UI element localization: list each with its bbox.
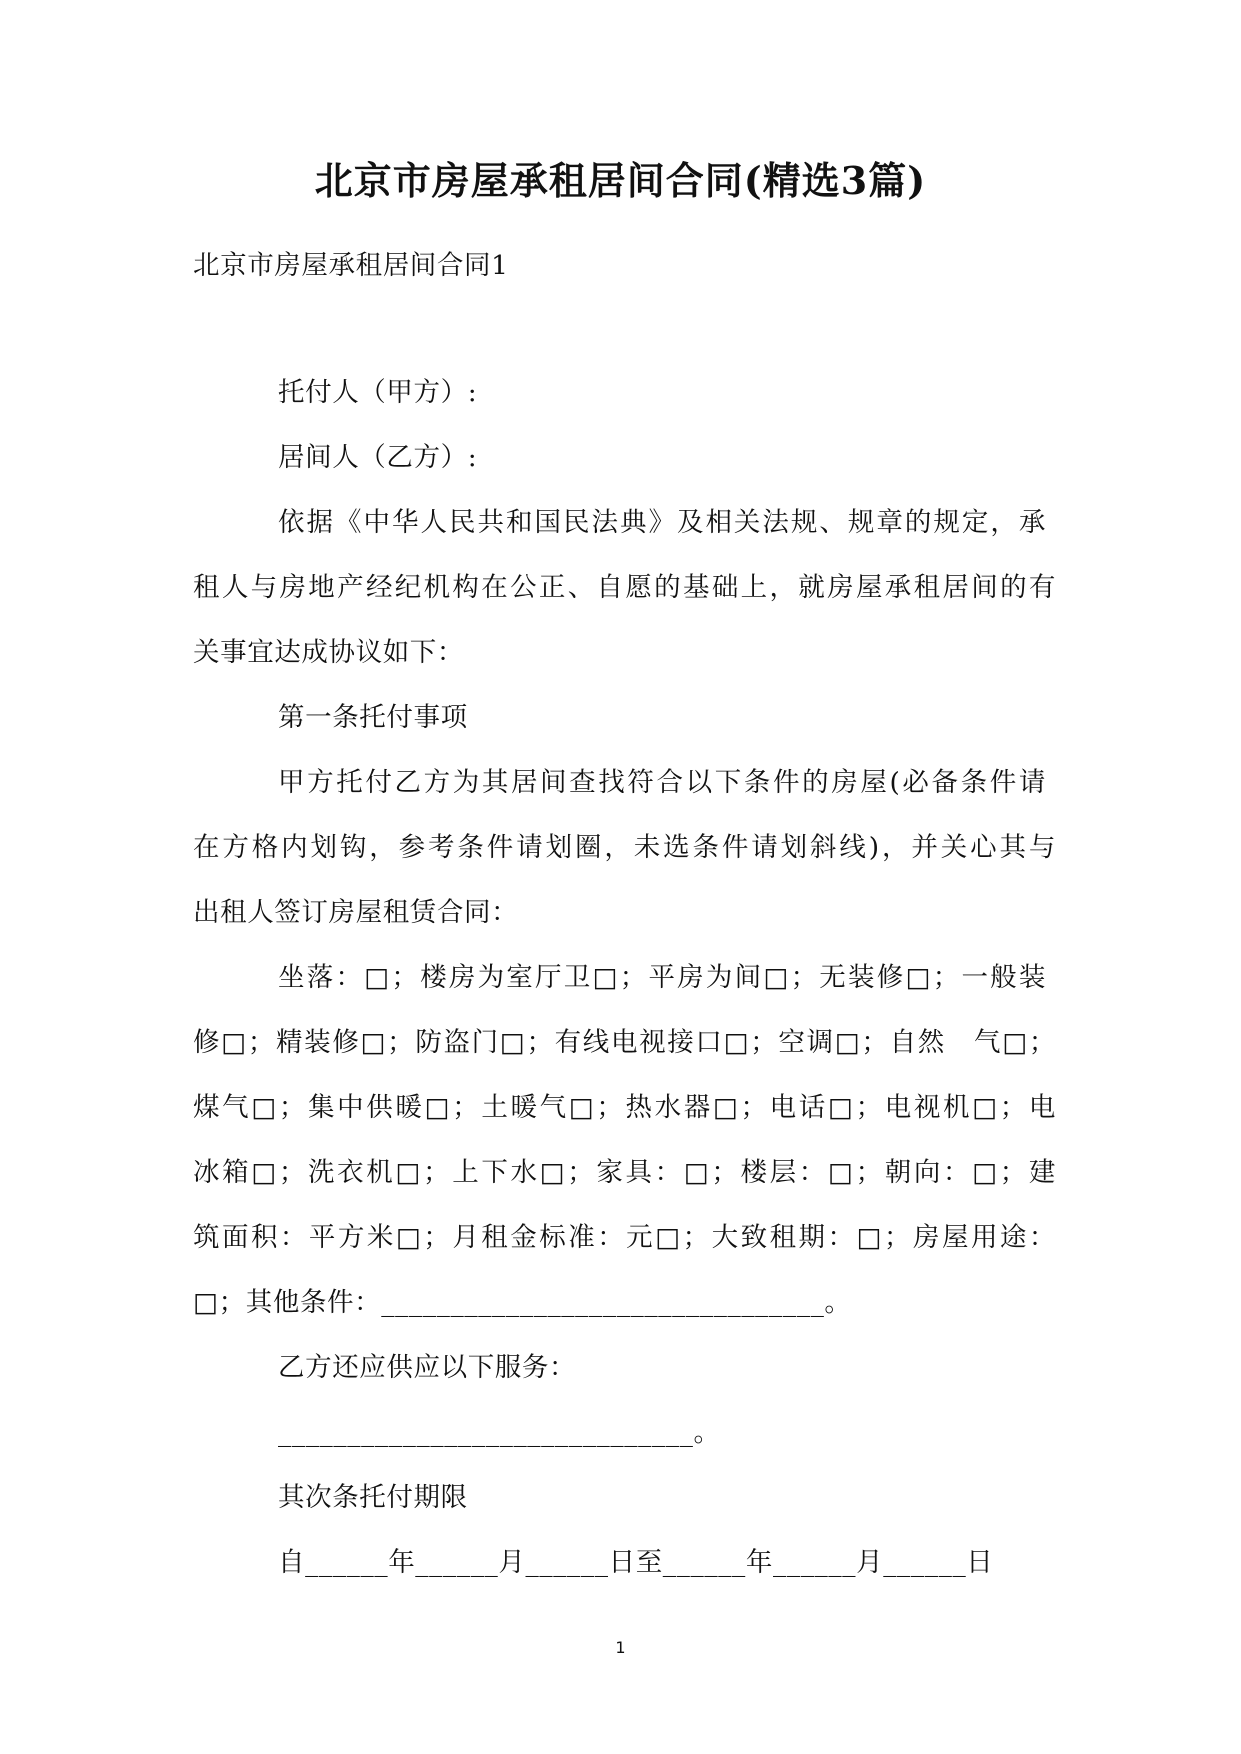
party-a-line: 托付人（甲方）: (278, 377, 478, 408)
section-heading: 北京市房屋承租居间合同1 (193, 250, 509, 281)
body-line: 关事宜达成协议如下： (193, 637, 464, 668)
checklist-line: 坐落：□；楼房为室厅卫□；平房为间□；无装修□；一般装 (278, 962, 1046, 993)
checklist-line: 筑面积：平方米□；月租金标准：元□；大致租期：□；房屋用途： (193, 1222, 1056, 1253)
document-title: 北京市房屋承租居间合同(精选3篇) (314, 158, 927, 203)
date-range-line: 自______年______月______日至______年______月______日 (278, 1547, 994, 1578)
body-line: 在方格内划钩，参考条件请划圈，未选条件请划斜线)，并关心其与 (193, 832, 1056, 863)
checklist-line: 煤气□；集中供暖□；土暖气□；热水器□；电话□；电视机□；电 (193, 1092, 1056, 1123)
body-line: 出租人签订房屋租赁合同： (193, 897, 519, 928)
page-number: 1 (615, 1638, 626, 1657)
service-line: 乙方还应供应以下服务： (278, 1352, 577, 1383)
body-line: 租人与房地产经纪机构在公正、自愿的基础上，就房屋承租居间的有 (193, 572, 1056, 603)
body-line: 依据《中华人民共和国民法典》及相关法规、规章的规定，承 (278, 507, 1046, 538)
article-heading: 其次条托付期限 (278, 1482, 468, 1513)
party-b-line: 居间人（乙方）: (278, 442, 478, 473)
checklist-line: 冰箱□；洗衣机□；上下水□；家具：□；楼层：□；朝向：□；建 (193, 1157, 1056, 1188)
article-heading: 第一条托付事项 (278, 702, 468, 733)
body-line: 甲方托付乙方为其居间查找符合以下条件的房屋(必备条件请 (278, 767, 1046, 798)
service-blank-line: ______________________________。 (278, 1417, 721, 1448)
checklist-line: 修□；精装修□；防盗门□；有线电视接口□；空调□；自然 气□； (193, 1027, 1056, 1058)
checklist-line: □；其他条件：________________________________。 (193, 1287, 852, 1318)
